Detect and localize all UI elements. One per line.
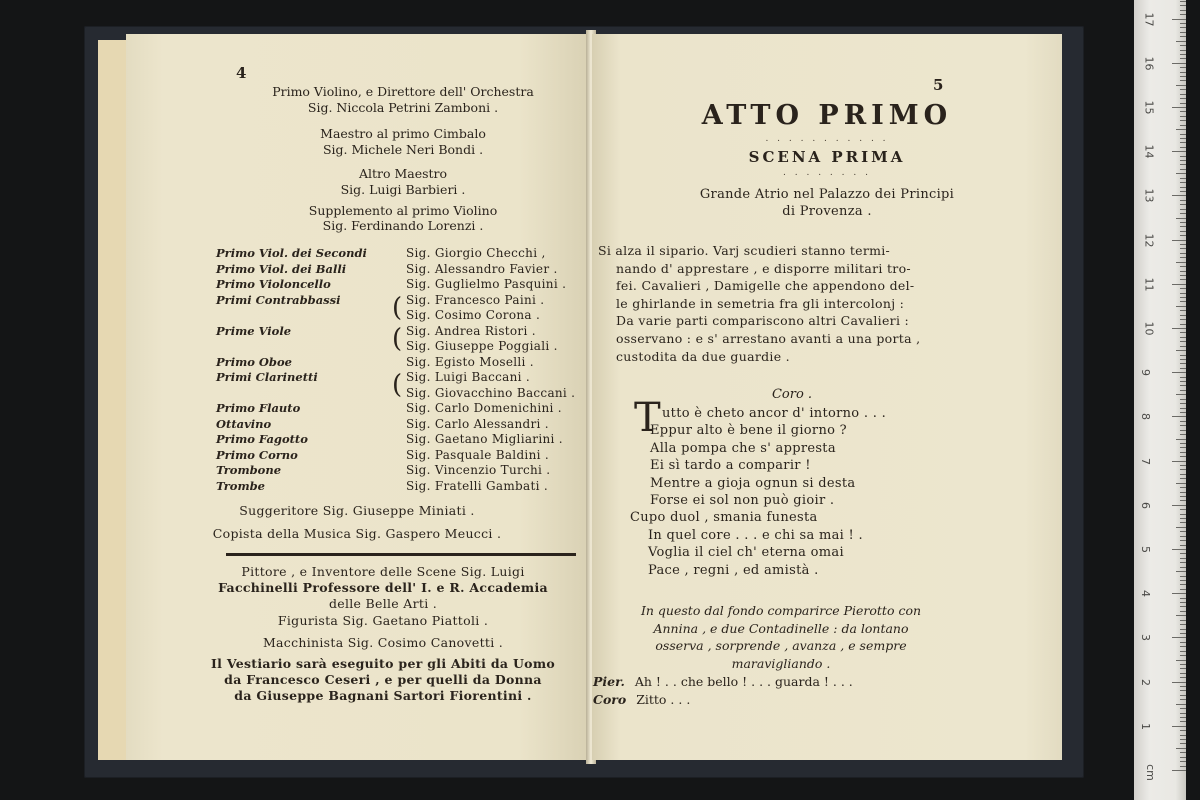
ruler-tick <box>1180 757 1186 758</box>
ruler-tick <box>1180 231 1186 232</box>
ruler-number: 3 <box>1139 634 1152 642</box>
player-name: Sig. Alessandro Favier . <box>406 261 558 276</box>
ruler-tick <box>1180 721 1186 722</box>
ruler-tick <box>1180 752 1186 753</box>
ruler-tick <box>1180 598 1186 599</box>
title-ornament: . . . . . . . . . . . <box>765 134 889 144</box>
ruler-tick <box>1180 72 1186 73</box>
ruler-tick <box>1180 408 1186 409</box>
ruler-tick <box>1176 85 1186 86</box>
player-name: Sig. Gaetano Migliarini . <box>406 432 563 446</box>
ruler-tick <box>1180 452 1186 453</box>
ruler-number: 10 <box>1142 321 1156 336</box>
ruler-tick <box>1180 474 1186 475</box>
stage-direction-entrance <box>606 602 956 672</box>
ruler-tick <box>1180 686 1186 687</box>
ruler-tick <box>1180 147 1186 148</box>
scene-ornament: . . . . . . . . <box>783 168 871 178</box>
measuring-ruler <box>1134 0 1186 800</box>
ruler-tick <box>1180 514 1186 515</box>
stage-direction-line: Si alza il sipario. Varj scudieri stanno termi- <box>598 243 891 258</box>
entrance-line: osserva , sorprende , avanza , e sempre <box>655 638 907 653</box>
ruler-tick <box>1180 23 1186 24</box>
left-page-number: 4 <box>236 64 247 82</box>
credit-role: Altro Maestro <box>358 166 448 181</box>
ruler-tick <box>1172 637 1186 638</box>
instrument-name: Primo Oboe <box>216 354 292 369</box>
orchestra-row <box>216 463 586 479</box>
ruler-tick <box>1180 580 1186 581</box>
ruler-tick <box>1180 589 1186 590</box>
production-line: Il Vestiario sarà eseguito per gli Abiti da Uomo <box>211 656 555 671</box>
ruler-tick <box>1180 346 1186 347</box>
ruler-tick <box>1180 169 1186 170</box>
ruler-number: 12 <box>1142 233 1156 248</box>
ruler-tick <box>1180 500 1186 501</box>
ruler-tick <box>1180 54 1186 55</box>
ruler-tick <box>1180 253 1186 254</box>
ruler-tick <box>1180 602 1186 603</box>
ruler-tick <box>1180 164 1186 165</box>
stage-direction-line: le ghirlande in semetria fra gli intercolonj : <box>616 295 905 311</box>
orchestra-row <box>216 246 586 262</box>
ruler-tick <box>1180 324 1186 325</box>
player-name: Sig. Giorgio Checchi , <box>406 246 546 260</box>
ruler-tick <box>1180 766 1186 767</box>
ruler-tick <box>1180 430 1186 431</box>
orchestra-row <box>216 401 586 417</box>
ruler-tick <box>1180 677 1186 678</box>
ruler-tick <box>1172 770 1186 771</box>
ruler-tick <box>1180 651 1186 652</box>
ruler-tick <box>1180 235 1186 236</box>
ruler-tick <box>1180 156 1186 157</box>
ruler-number: 7 <box>1139 457 1152 465</box>
ruler-number: 14 <box>1142 144 1156 159</box>
ruler-tick <box>1172 682 1186 683</box>
ruler-tick <box>1180 646 1186 647</box>
ruler-tick <box>1180 699 1186 700</box>
spoken-line: Ah ! . . che bello ! . . . guarda ! . . . <box>630 674 853 689</box>
ruler-tick <box>1176 173 1186 174</box>
ruler-tick <box>1180 32 1186 33</box>
ruler-number: 6 <box>1139 501 1152 509</box>
production-line: delle Belle Arti . <box>328 596 438 611</box>
ruler-tick <box>1176 262 1186 263</box>
ruler-tick <box>1180 465 1186 466</box>
ruler-tick <box>1180 58 1186 59</box>
dialogue-line <box>593 673 923 691</box>
ruler-tick <box>1180 655 1186 656</box>
dialogue-line <box>593 691 923 709</box>
orchestra-row <box>216 432 586 448</box>
ruler-tick <box>1176 571 1186 572</box>
ruler-tick <box>1180 138 1186 139</box>
ruler-tick <box>1180 739 1186 740</box>
ruler-tick <box>1176 615 1186 616</box>
ruler-tick <box>1180 36 1186 37</box>
ruler-number: 4 <box>1139 590 1152 598</box>
ruler-tick <box>1176 660 1186 661</box>
ruler-tick <box>1180 743 1186 744</box>
ruler-tick <box>1180 469 1186 470</box>
section-rule <box>226 553 576 556</box>
ruler-tick <box>1180 385 1186 386</box>
copyist-line: Copista della Musica Sig. Gaspero Meucci . <box>212 526 502 541</box>
ruler-tick <box>1176 129 1186 130</box>
ruler-number: 17 <box>1142 12 1156 27</box>
ruler-tick <box>1180 381 1186 382</box>
ruler-tick <box>1180 642 1186 643</box>
ruler-tick <box>1180 553 1186 554</box>
instrument-name: Primo Flauto <box>216 401 301 415</box>
ruler-tick <box>1172 416 1186 417</box>
ruler-tick <box>1176 306 1186 307</box>
verse-line: Alla pompa che s' appresta <box>650 440 836 456</box>
stage-direction-line: Da varie parti compariscono altri Cavalieri : <box>616 313 910 329</box>
ruler-tick <box>1176 394 1186 395</box>
player-name: Sig. Carlo Domenichini . <box>406 401 562 415</box>
ruler-tick <box>1180 94 1186 95</box>
orchestra-list <box>216 246 586 494</box>
credit-name: Sig. Michele Neri Bondi . <box>322 142 484 157</box>
orchestra-row <box>216 417 586 433</box>
ruler-tick <box>1180 730 1186 731</box>
player-name: Sig. Andrea Ristori . <box>406 323 536 338</box>
ruler-unit: cm <box>1143 764 1157 781</box>
ruler-number: 13 <box>1142 188 1156 203</box>
ruler-tick <box>1176 41 1186 42</box>
ruler-tick <box>1180 89 1186 90</box>
ruler-tick <box>1180 266 1186 267</box>
setting-line-1: Grande Atrio nel Palazzo dei Principi <box>699 187 955 202</box>
ruler-tick <box>1180 116 1186 117</box>
setting-line-2: di Provenza . <box>782 204 872 219</box>
ruler-tick <box>1180 332 1186 333</box>
stage-direction-line: fei. Cavalieri , Damigelle che appendono del- <box>616 278 915 294</box>
ruler-tick <box>1180 487 1186 488</box>
ruler-number: 11 <box>1142 277 1156 292</box>
instrument-name: Primo Viol. dei Balli <box>216 261 347 276</box>
ruler-tick <box>1180 518 1186 519</box>
player-name: Sig. Pasquale Baldini . <box>406 447 549 462</box>
ruler-tick <box>1180 456 1186 457</box>
ruler-tick <box>1180 540 1186 541</box>
ruler-tick <box>1180 310 1186 311</box>
ruler-tick <box>1180 390 1186 391</box>
ruler-tick <box>1180 478 1186 479</box>
instrument-name: Primi Contrabbassi <box>216 292 341 307</box>
ruler-tick <box>1180 204 1186 205</box>
verse-line: utto è cheto ancor d' intorno . . . <box>662 406 887 421</box>
verse-line: Forse ei sol non può gioir . <box>650 492 835 508</box>
ruler-tick <box>1180 341 1186 342</box>
ruler-tick <box>1180 664 1186 665</box>
ruler-number: 16 <box>1142 56 1156 71</box>
ruler-tick <box>1180 531 1186 532</box>
ruler-tick <box>1180 297 1186 298</box>
ruler-tick <box>1180 492 1186 493</box>
ruler-tick <box>1180 182 1186 183</box>
player-name: Sig. Cosimo Corona . <box>406 308 541 322</box>
stage-direction-line: nando d' apprestare , e disporre militari tro- <box>616 260 911 276</box>
ruler-tick <box>1180 368 1186 369</box>
ruler-tick <box>1180 735 1186 736</box>
ruler-tick <box>1180 248 1186 249</box>
ruler-tick <box>1180 668 1186 669</box>
ruler-tick <box>1176 527 1186 528</box>
ruler-tick <box>1180 558 1186 559</box>
entrance-line: maravigliando . <box>731 655 831 671</box>
ruler-tick <box>1180 301 1186 302</box>
instrument-name: Trombone <box>216 463 282 477</box>
ruler-tick <box>1180 567 1186 568</box>
production-line: da Giuseppe Bagnani Sartori Fiorentini . <box>234 688 532 703</box>
ruler-tick <box>1180 708 1186 709</box>
ruler-tick <box>1180 536 1186 537</box>
ruler-tick <box>1172 107 1186 108</box>
ruler-tick <box>1180 187 1186 188</box>
ruler-tick <box>1180 443 1186 444</box>
ruler-tick <box>1172 19 1186 20</box>
instrument-name: Primo Viol. dei Secondi <box>216 246 367 260</box>
player-name: Sig. Luigi Baccani . <box>406 370 531 384</box>
ruler-tick <box>1180 629 1186 630</box>
verse-line: Ei sì tardo a comparir ! <box>650 458 811 474</box>
ruler-tick <box>1172 726 1186 727</box>
orchestra-row <box>216 479 586 495</box>
player-name: Sig. Egisto Moselli . <box>406 354 534 369</box>
ruler-number: 15 <box>1142 100 1156 115</box>
instrument-name: Prime Viole <box>216 323 292 338</box>
ruler-tick <box>1180 319 1186 320</box>
ruler-tick <box>1180 67 1186 68</box>
ruler-tick <box>1180 1 1186 2</box>
ruler-tick <box>1176 704 1186 705</box>
entrance-line: In questo dal fondo comparirce Pierotto con <box>640 603 922 618</box>
verse-line: Cupo duol , smania funesta <box>630 510 818 526</box>
credit-name: Sig. Niccola Petrini Zamboni . <box>307 100 499 115</box>
ruler-tick <box>1180 200 1186 201</box>
ruler-tick <box>1176 439 1186 440</box>
drop-cap: T <box>634 395 661 441</box>
grouping-brace: ( <box>392 370 403 400</box>
verse-line: Pace , regni , ed amistà . <box>648 562 819 578</box>
ruler-tick <box>1180 576 1186 577</box>
ruler-tick <box>1180 279 1186 280</box>
orchestra-row <box>216 448 586 464</box>
ruler-tick <box>1172 549 1186 550</box>
ruler-tick <box>1180 209 1186 210</box>
instrument-name: Primo Violoncello <box>216 277 331 291</box>
orchestra-row <box>216 262 586 278</box>
chorus-heading: Coro . <box>771 387 813 402</box>
ruler-tick <box>1172 240 1186 241</box>
production-line: Figurista Sig. Gaetano Piattoli . <box>277 613 489 628</box>
ruler-tick <box>1176 350 1186 351</box>
act-title: ATTO PRIMO <box>701 100 953 131</box>
production-line: Macchinista Sig. Cosimo Canovetti . <box>262 635 504 650</box>
ruler-tick <box>1180 713 1186 714</box>
ruler-tick <box>1180 447 1186 448</box>
ruler-tick <box>1172 328 1186 329</box>
ruler-tick <box>1180 103 1186 104</box>
ruler-tick <box>1180 315 1186 316</box>
stage-direction-line: osservano : e s' arrestano avanti a una porta , <box>616 330 921 346</box>
prompter-line: Suggeritore Sig. Giuseppe Miniati . <box>239 503 475 518</box>
ruler-number: 5 <box>1139 546 1152 553</box>
ruler-tick <box>1180 363 1186 364</box>
production-line: Facchinelli Professore dell' I. e R. Accademia <box>218 580 548 595</box>
credit-role: Maestro al primo Cimbalo <box>320 126 486 141</box>
ruler-tick <box>1180 191 1186 192</box>
ruler-tick <box>1180 509 1186 510</box>
ruler-tick <box>1180 620 1186 621</box>
ruler-number: 8 <box>1139 413 1152 421</box>
ruler-tick <box>1180 288 1186 289</box>
ruler-tick <box>1180 403 1186 404</box>
grouping-brace: ( <box>392 292 403 323</box>
ruler-tick <box>1180 222 1186 223</box>
ruler-tick <box>1180 633 1186 634</box>
ruler-tick <box>1180 695 1186 696</box>
instrument-name: Primo Fagotto <box>216 432 308 446</box>
ruler-tick <box>1180 761 1186 762</box>
ruler-tick <box>1172 593 1186 594</box>
ruler-tick <box>1180 584 1186 585</box>
ruler-tick <box>1180 624 1186 625</box>
ruler-number: 1 <box>1139 722 1152 730</box>
ruler-tick <box>1172 195 1186 196</box>
ruler-tick <box>1176 483 1186 484</box>
ruler-tick <box>1180 160 1186 161</box>
ruler-tick <box>1180 399 1186 400</box>
instrument-name: Trombe <box>216 478 265 493</box>
ruler-tick <box>1180 76 1186 77</box>
ruler-tick <box>1180 717 1186 718</box>
player-name: Sig. Fratelli Gambati . <box>406 478 548 493</box>
ruler-tick <box>1180 522 1186 523</box>
ruler-tick <box>1180 10 1186 11</box>
ruler-tick <box>1180 606 1186 607</box>
ruler-tick <box>1180 5 1186 6</box>
ruler-tick <box>1180 80 1186 81</box>
stage-direction <box>598 242 968 365</box>
ruler-tick <box>1180 134 1186 135</box>
ruler-tick <box>1176 748 1186 749</box>
ruler-tick <box>1172 372 1186 373</box>
grouping-brace: ( <box>392 323 403 354</box>
ruler-tick <box>1180 434 1186 435</box>
stage-direction-line: custodita da due guardie . <box>616 348 790 364</box>
ruler-tick <box>1180 120 1186 121</box>
ruler-tick <box>1180 226 1186 227</box>
dialogue-block <box>593 673 923 709</box>
entrance-line: Annina , e due Contadinelle : da lontano <box>653 620 909 636</box>
speaker-name: Pier. <box>593 674 625 689</box>
ruler-tick <box>1180 271 1186 272</box>
ruler-tick <box>1180 125 1186 126</box>
ruler-tick <box>1180 377 1186 378</box>
ruler-number: 9 <box>1139 369 1152 377</box>
ruler-tick <box>1180 545 1186 546</box>
ruler-tick <box>1172 505 1186 506</box>
credit-name: Sig. Ferdinando Lorenzi . <box>322 218 484 233</box>
ruler-tick <box>1180 244 1186 245</box>
ruler-tick <box>1180 213 1186 214</box>
ruler-tick <box>1180 98 1186 99</box>
ruler-tick <box>1180 27 1186 28</box>
ruler-tick <box>1172 63 1186 64</box>
right-page-number: 5 <box>933 76 944 94</box>
player-name: Sig. Carlo Alessandri . <box>406 416 549 431</box>
player-name: Sig. Giovacchino Baccani . <box>406 385 576 400</box>
ruler-tick <box>1180 337 1186 338</box>
production-line: da Francesco Ceseri , e per quelli da Donna <box>224 672 542 687</box>
ruler-tick <box>1180 45 1186 46</box>
instrument-name: Primi Clarinetti <box>216 370 318 384</box>
instrument-name: Ottavino <box>216 416 272 431</box>
ruler-tick <box>1180 611 1186 612</box>
orchestra-row <box>216 277 586 293</box>
ruler-tick <box>1176 218 1186 219</box>
player-name: Sig. Giuseppe Poggiali . <box>406 339 558 353</box>
ruler-tick <box>1180 421 1186 422</box>
ruler-tick <box>1180 355 1186 356</box>
ruler-tick <box>1180 496 1186 497</box>
production-line: Pittore , e Inventore delle Scene Sig. Luigi <box>241 564 525 579</box>
ruler-tick <box>1180 111 1186 112</box>
ruler-tick <box>1180 673 1186 674</box>
credit-role: Primo Violino, e Direttore dell' Orchestra <box>272 84 534 99</box>
orchestra-row <box>216 355 586 371</box>
scene-setting <box>592 186 1062 220</box>
verse-line: In quel core . . . e chi sa mai ! . <box>648 527 863 543</box>
ruler-tick <box>1172 461 1186 462</box>
ruler-tick <box>1180 425 1186 426</box>
ruler-tick <box>1180 14 1186 15</box>
ruler-tick <box>1180 178 1186 179</box>
spoken-line: Zitto . . . <box>632 692 691 707</box>
ruler-tick <box>1180 50 1186 51</box>
ruler-tick <box>1180 412 1186 413</box>
credit-name: Sig. Luigi Barbieri . <box>340 182 466 197</box>
instrument-name: Primo Corno <box>216 447 298 462</box>
verse-line: Eppur alto è bene il giorno ? <box>650 423 847 439</box>
speaker-name: Coro <box>593 692 627 707</box>
chorus-verse <box>600 405 1020 579</box>
ruler-tick <box>1180 690 1186 691</box>
credit-role: Supplemento al primo Violino <box>308 203 498 218</box>
ruler-number: 2 <box>1139 678 1152 686</box>
scene-title: SCENA PRIMA <box>748 148 906 166</box>
player-name: Sig. Vincenzio Turchi . <box>406 463 551 477</box>
ruler-tick <box>1180 293 1186 294</box>
verse-line: Voglia il ciel ch' eterna omai <box>648 545 844 561</box>
verse-line: Mentre a gioja ognun si desta <box>650 475 856 491</box>
ruler-tick <box>1172 284 1186 285</box>
ruler-tick <box>1180 562 1186 563</box>
player-name: Sig. Francesco Paini . <box>406 292 545 307</box>
ruler-tick <box>1180 142 1186 143</box>
ruler-tick <box>1180 275 1186 276</box>
player-name: Sig. Guglielmo Pasquini . <box>406 277 567 291</box>
ruler-tick <box>1172 151 1186 152</box>
ruler-tick <box>1180 359 1186 360</box>
ruler-tick <box>1180 257 1186 258</box>
